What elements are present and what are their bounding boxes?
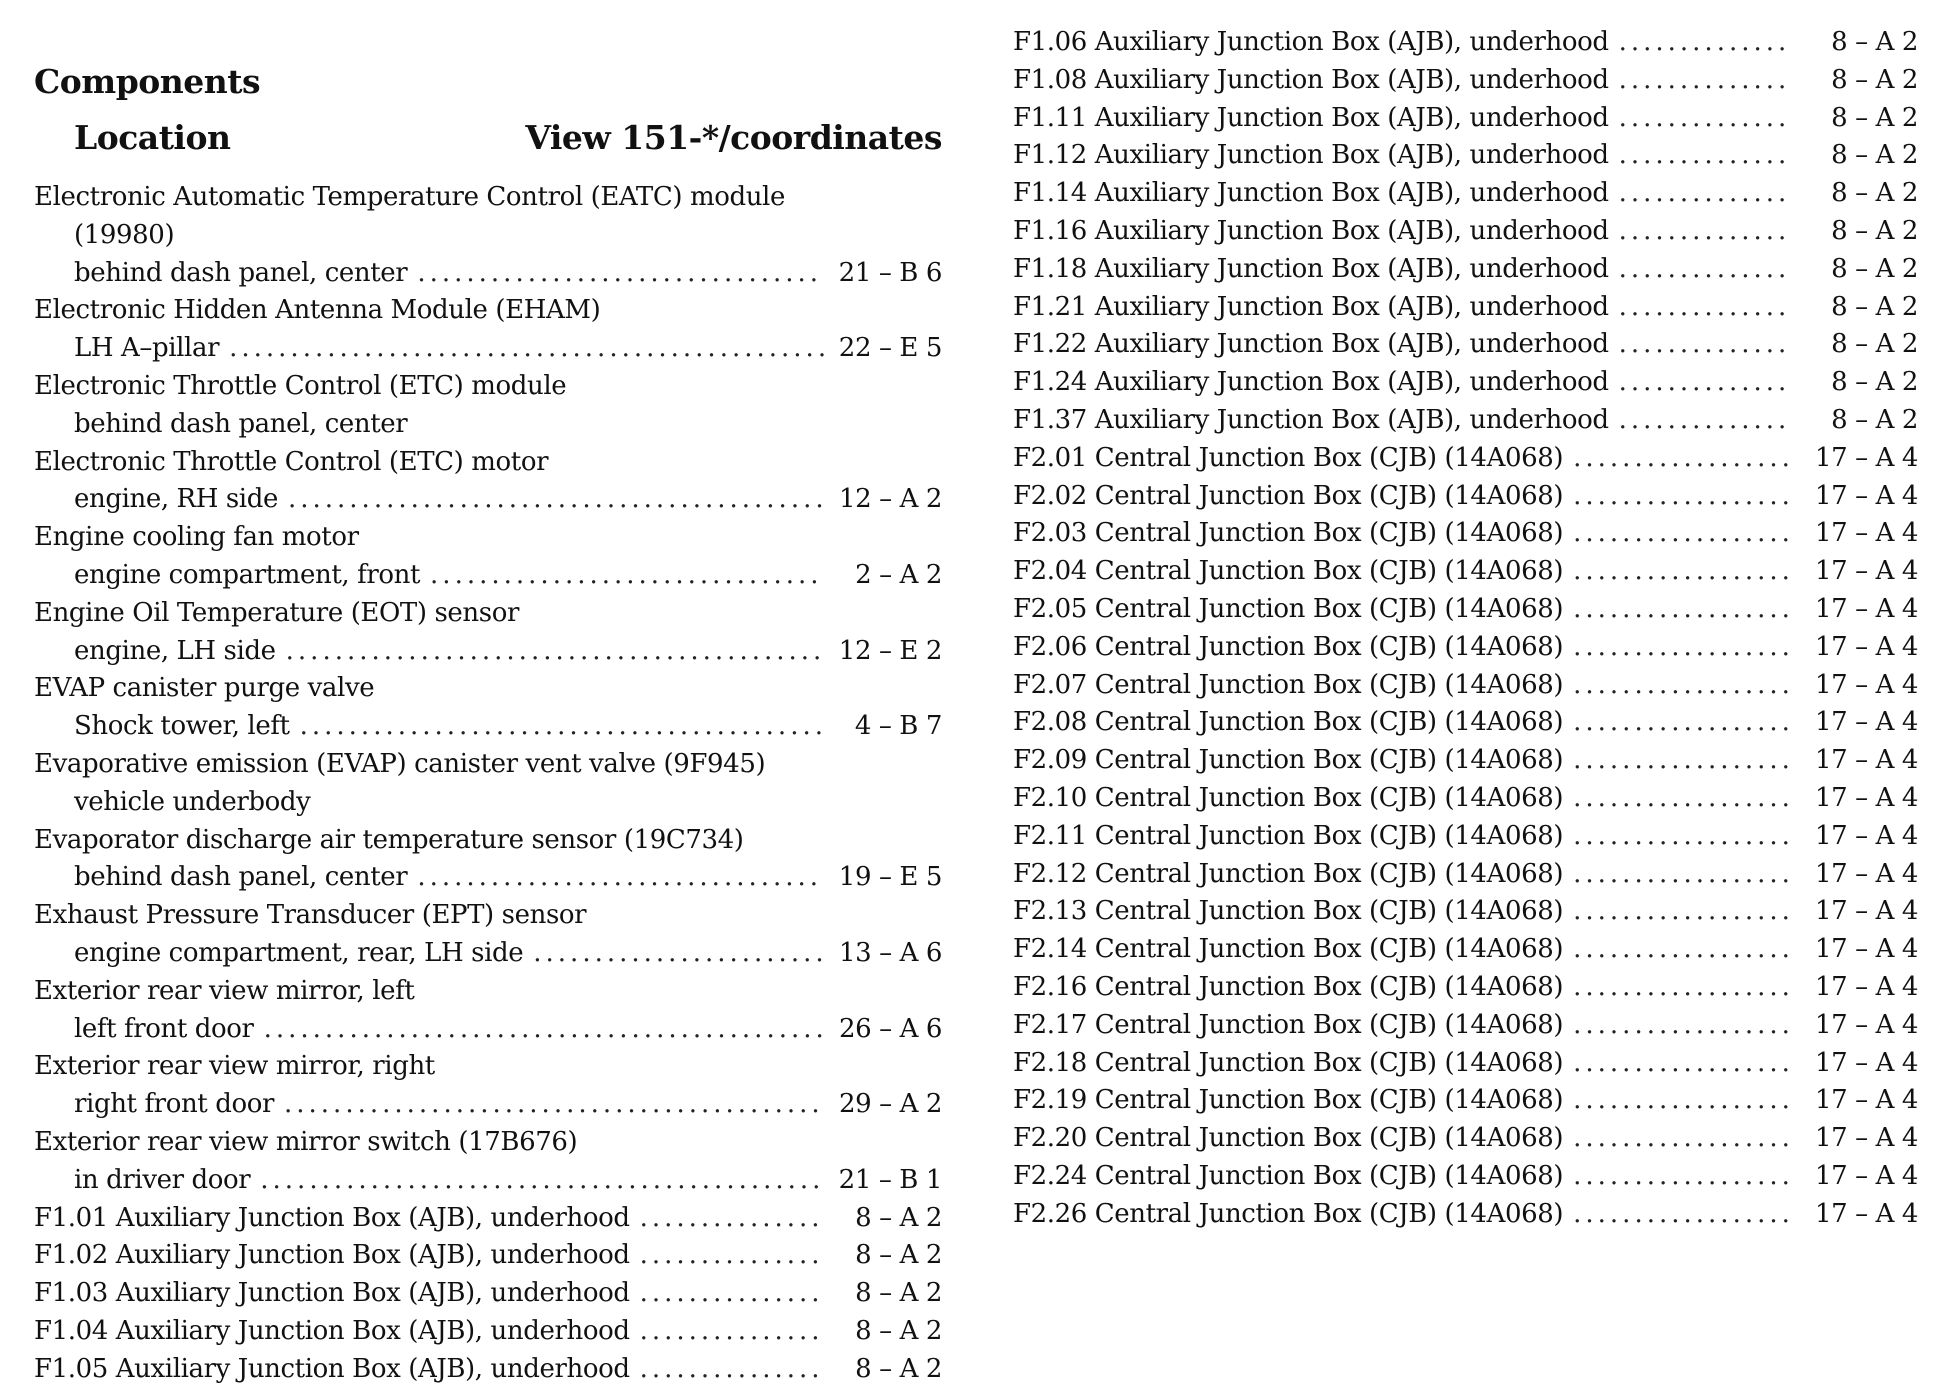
dot-leader [1619, 251, 1792, 289]
view-coordinate-ref: 17 – A 4 [1815, 782, 1918, 813]
entry-text: Engine Oil Temperature (EOT) sensor [34, 597, 519, 628]
view-coordinate-ref: 17 – A 4 [1815, 1047, 1918, 1078]
view-coordinate-ref: 8 – A 2 [1831, 367, 1918, 398]
location-line [34, 255, 942, 293]
component-line [1013, 591, 1918, 629]
component-line [1013, 893, 1918, 931]
dot-leader [1573, 931, 1792, 969]
dot-leader [1573, 1120, 1792, 1158]
component-line [1013, 856, 1918, 894]
dot-leader [1619, 137, 1792, 175]
dot-leader [300, 708, 824, 746]
view-coordinate-ref: 13 – A 6 [839, 937, 942, 968]
dot-leader [1573, 1158, 1792, 1196]
entry-text: F2.09 Central Junction Box (CJB) (14A068) [1013, 745, 1564, 776]
location-line [34, 859, 942, 897]
component-line [1013, 137, 1918, 175]
entry-text: engine compartment, front [74, 559, 421, 590]
view-coordinate-ref: 8 – A 2 [1831, 27, 1918, 57]
dot-leader [288, 481, 824, 519]
location-line [34, 1086, 942, 1124]
component-line [1013, 742, 1918, 780]
component-line [1013, 62, 1918, 100]
component-line [1013, 24, 1918, 62]
entry-text: Electronic Throttle Control (ETC) module [34, 370, 567, 401]
component-line [1013, 1120, 1918, 1158]
location-line [34, 481, 942, 519]
dot-leader [430, 557, 824, 595]
view-coordinate-ref: 17 – A 4 [1815, 820, 1918, 851]
dot-leader [1573, 1045, 1792, 1083]
dot-leader [1573, 780, 1792, 818]
component-line [1013, 1045, 1918, 1083]
component-line [1013, 1158, 1918, 1196]
view-coordinate-ref: 17 – A 4 [1815, 480, 1918, 511]
view-coordinate-ref: 17 – A 4 [1815, 1085, 1918, 1116]
entry-text: behind dash panel, center [74, 862, 408, 893]
location-header: Location [74, 118, 231, 157]
view-coordinate-ref: 8 – A 2 [1831, 64, 1918, 95]
entry-text: Electronic Automatic Temperature Control (EATC) module [34, 182, 785, 212]
component-line [34, 1237, 942, 1275]
view-coordinate-ref: 12 – A 2 [839, 484, 942, 515]
component-line [34, 519, 942, 557]
view-coordinate-ref: 17 – A 4 [1815, 896, 1918, 927]
view-coordinate-ref: 17 – A 4 [1815, 858, 1918, 889]
component-line [34, 746, 942, 784]
view-coordinates-header: View 151-*/coordinates [525, 118, 942, 157]
entry-text: F2.03 Central Junction Box (CJB) (14A068) [1013, 518, 1564, 549]
component-line [1013, 1196, 1918, 1234]
component-line [1013, 931, 1918, 969]
view-coordinate-ref: 17 – A 4 [1815, 1123, 1918, 1154]
location-line [34, 330, 942, 368]
component-line [34, 1124, 942, 1162]
dot-leader [1573, 969, 1792, 1007]
left-entry-list [34, 179, 942, 1389]
component-line [1013, 364, 1918, 402]
location-line [34, 784, 942, 822]
entry-text: F2.11 Central Junction Box (CJB) (14A068) [1013, 820, 1564, 851]
dot-leader [640, 1275, 824, 1313]
entry-text: Shock tower, left [74, 711, 290, 742]
entry-text: F1.14 Auxiliary Junction Box (AJB), underhood [1013, 178, 1609, 209]
component-line [1013, 1007, 1918, 1045]
view-coordinate-ref: 8 – A 2 [855, 1315, 942, 1346]
entry-text: F1.21 Auxiliary Junction Box (AJB), underhood [1013, 291, 1609, 322]
view-coordinate-ref: 8 – A 2 [1831, 140, 1918, 171]
location-line [34, 406, 942, 444]
dot-leader [1573, 629, 1792, 667]
dot-leader [1573, 478, 1792, 516]
view-coordinate-ref: 8 – A 2 [1831, 404, 1918, 435]
dot-leader [1573, 742, 1792, 780]
component-line [1013, 780, 1918, 818]
view-coordinate-ref: 8 – A 2 [855, 1240, 942, 1271]
dot-leader [1573, 818, 1792, 856]
dot-leader [1573, 1082, 1792, 1120]
entry-text: F1.12 Auxiliary Junction Box (AJB), underhood [1013, 140, 1609, 171]
dot-leader [1573, 440, 1792, 478]
dot-leader [260, 1162, 824, 1200]
dot-leader [1619, 326, 1792, 364]
dot-leader [1619, 62, 1792, 100]
location-line [34, 217, 942, 255]
view-coordinate-ref: 19 – E 5 [838, 862, 942, 893]
entry-text: vehicle underbody [74, 786, 311, 817]
dot-leader [229, 330, 824, 368]
component-line [1013, 251, 1918, 289]
entry-text: F1.11 Auxiliary Junction Box (AJB), underhood [1013, 102, 1609, 133]
entry-text: behind dash panel, center [74, 257, 408, 288]
view-coordinate-ref: 8 – A 2 [1831, 102, 1918, 133]
entry-text: EVAP canister purge valve [34, 673, 375, 704]
entry-text: Exterior rear view mirror, right [34, 1051, 435, 1082]
right-entry-list [1013, 24, 1918, 1234]
entry-text: F2.06 Central Junction Box (CJB) (14A068) [1013, 631, 1564, 662]
view-coordinate-ref: 8 – A 2 [1831, 215, 1918, 246]
entry-text: F2.18 Central Junction Box (CJB) (14A068) [1013, 1047, 1564, 1078]
entry-text: F2.07 Central Junction Box (CJB) (14A068) [1013, 669, 1564, 700]
view-coordinate-ref: 17 – A 4 [1815, 518, 1918, 549]
entry-text: right front door [74, 1089, 274, 1120]
location-line [34, 1011, 942, 1049]
view-coordinate-ref: 17 – A 4 [1815, 934, 1918, 965]
view-coordinate-ref: 17 – A 4 [1815, 971, 1918, 1002]
component-line [1013, 515, 1918, 553]
view-coordinate-ref: 8 – A 2 [1831, 291, 1918, 322]
component-line [1013, 478, 1918, 516]
dot-leader [1573, 1007, 1792, 1045]
view-coordinate-ref: 8 – A 2 [855, 1278, 942, 1309]
dot-leader [264, 1011, 824, 1049]
section-title: Components [34, 62, 261, 101]
entry-text: F2.24 Central Junction Box (CJB) (14A068) [1013, 1160, 1564, 1191]
component-line [1013, 969, 1918, 1007]
component-line [1013, 818, 1918, 856]
entry-text: Evaporator discharge air temperature sensor (19C734) [34, 824, 744, 855]
entry-text: F1.24 Auxiliary Junction Box (AJB), underhood [1013, 367, 1609, 398]
view-coordinate-ref: 17 – A 4 [1815, 1198, 1918, 1229]
entry-text: F1.08 Auxiliary Junction Box (AJB), underhood [1013, 64, 1609, 95]
entry-text: in driver door [74, 1164, 251, 1195]
entry-text: F2.20 Central Junction Box (CJB) (14A068) [1013, 1123, 1564, 1154]
location-line [34, 557, 942, 595]
entry-text: (19980) [74, 219, 175, 250]
component-line [1013, 1082, 1918, 1120]
component-line [34, 292, 942, 330]
dot-leader [286, 633, 824, 671]
dot-leader [640, 1200, 824, 1238]
view-coordinate-ref: 4 – B 7 [854, 711, 942, 742]
entry-text: Electronic Hidden Antenna Module (EHAM) [34, 295, 601, 326]
entry-text: F2.01 Central Junction Box (CJB) (14A068) [1013, 442, 1564, 473]
component-line [34, 897, 942, 935]
component-line [1013, 704, 1918, 742]
view-coordinate-ref: 2 – A 2 [855, 559, 942, 590]
view-coordinate-ref: 12 – E 2 [838, 635, 942, 666]
component-line [34, 822, 942, 860]
view-coordinate-ref: 17 – A 4 [1815, 1160, 1918, 1191]
dot-leader [1573, 591, 1792, 629]
component-line [1013, 667, 1918, 705]
dot-leader [1573, 515, 1792, 553]
dot-leader [1573, 667, 1792, 705]
component-line [34, 1048, 942, 1086]
entry-text: F1.16 Auxiliary Junction Box (AJB), underhood [1013, 215, 1609, 246]
view-coordinate-ref: 17 – A 4 [1815, 669, 1918, 700]
view-coordinate-ref: 8 – A 2 [1831, 329, 1918, 360]
component-line [34, 1313, 942, 1351]
dot-leader [417, 255, 824, 293]
view-coordinate-ref: 29 – A 2 [839, 1089, 942, 1120]
entry-text: F2.10 Central Junction Box (CJB) (14A068) [1013, 782, 1564, 813]
location-line [34, 708, 942, 746]
entry-text: F2.02 Central Junction Box (CJB) (14A068) [1013, 480, 1564, 511]
entry-text: F2.04 Central Junction Box (CJB) (14A068) [1013, 556, 1564, 587]
dot-leader [1619, 213, 1792, 251]
entry-text: F2.19 Central Junction Box (CJB) (14A068) [1013, 1085, 1564, 1116]
dot-leader [533, 935, 824, 973]
view-coordinate-ref: 17 – A 4 [1815, 593, 1918, 624]
component-line [34, 595, 942, 633]
component-line [34, 1275, 942, 1313]
entry-text: F1.22 Auxiliary Junction Box (AJB), underhood [1013, 329, 1609, 360]
entry-text: F2.16 Central Junction Box (CJB) (14A068) [1013, 971, 1564, 1002]
dot-leader [1573, 856, 1792, 894]
view-coordinate-ref: 17 – A 4 [1815, 707, 1918, 738]
view-coordinate-ref: 21 – B 1 [838, 1164, 942, 1195]
location-line [34, 1162, 942, 1200]
component-line [34, 1200, 942, 1238]
entry-text: Evaporative emission (EVAP) canister vent valve (9F945) [34, 748, 766, 779]
entry-text: F1.18 Auxiliary Junction Box (AJB), underhood [1013, 253, 1609, 284]
entry-text: Exterior rear view mirror switch (17B676) [34, 1126, 578, 1157]
component-line [1013, 553, 1918, 591]
entry-text: F2.26 Central Junction Box (CJB) (14A068) [1013, 1198, 1564, 1229]
view-coordinate-ref: 22 – E 5 [838, 333, 942, 364]
dot-leader [640, 1237, 824, 1275]
component-line [1013, 213, 1918, 251]
component-line [34, 670, 942, 708]
entry-text: Exhaust Pressure Transducer (EPT) sensor [34, 900, 587, 931]
dot-leader [1573, 1196, 1792, 1234]
entry-text: F2.05 Central Junction Box (CJB) (14A068) [1013, 593, 1564, 624]
view-coordinate-ref: 17 – A 4 [1815, 745, 1918, 776]
entry-text: F1.03 Auxiliary Junction Box (AJB), underhood [34, 1278, 630, 1309]
view-coordinate-ref: 17 – A 4 [1815, 556, 1918, 587]
component-line [1013, 440, 1918, 478]
dot-leader [640, 1313, 824, 1351]
entry-text: F2.14 Central Junction Box (CJB) (14A068) [1013, 934, 1564, 965]
dot-leader [417, 859, 824, 897]
entry-text: engine compartment, rear, LH side [74, 937, 524, 968]
location-line [34, 935, 942, 973]
dot-leader [1619, 175, 1792, 213]
entry-text: left front door [74, 1013, 254, 1044]
entry-text: F1.04 Auxiliary Junction Box (AJB), underhood [34, 1315, 630, 1346]
view-coordinate-ref: 8 – A 2 [855, 1202, 942, 1233]
dot-leader [1619, 364, 1792, 402]
dot-leader [1573, 704, 1792, 742]
component-line [34, 368, 942, 406]
component-line [1013, 402, 1918, 440]
entry-text: F2.13 Central Junction Box (CJB) (14A068) [1013, 896, 1564, 927]
component-line [1013, 100, 1918, 138]
dot-leader [284, 1086, 824, 1124]
entry-text: F2.12 Central Junction Box (CJB) (14A068) [1013, 858, 1564, 889]
component-line [1013, 326, 1918, 364]
view-coordinate-ref: 17 – A 4 [1815, 1009, 1918, 1040]
view-coordinate-ref: 17 – A 4 [1815, 631, 1918, 662]
dot-leader [1619, 100, 1792, 138]
entry-text: F1.06 Auxiliary Junction Box (AJB), underhood [1013, 27, 1609, 57]
entry-text: F1.37 Auxiliary Junction Box (AJB), underhood [1013, 404, 1609, 435]
entry-text: Engine cooling fan motor [34, 522, 359, 553]
entry-text: F1.05 Auxiliary Junction Box (AJB), underhood [34, 1353, 630, 1384]
entry-text: F1.01 Auxiliary Junction Box (AJB), underhood [34, 1202, 630, 1233]
component-line [34, 973, 942, 1011]
dot-leader [1573, 893, 1792, 931]
entry-text: engine, LH side [74, 635, 276, 666]
view-coordinate-ref: 8 – A 2 [1831, 253, 1918, 284]
dot-leader [1619, 289, 1792, 327]
component-line [1013, 629, 1918, 667]
view-coordinate-ref: 17 – A 4 [1815, 442, 1918, 473]
view-coordinate-ref: 26 – A 6 [839, 1013, 942, 1044]
component-line [34, 179, 942, 217]
entry-text: F2.17 Central Junction Box (CJB) (14A068) [1013, 1009, 1564, 1040]
location-line [34, 633, 942, 671]
entry-text: Electronic Throttle Control (ETC) motor [34, 446, 549, 477]
view-coordinate-ref: 8 – A 2 [1831, 178, 1918, 209]
entry-text: behind dash panel, center [74, 408, 408, 439]
component-line [1013, 175, 1918, 213]
view-coordinate-ref: 8 – A 2 [855, 1353, 942, 1384]
view-coordinate-ref: 21 – B 6 [838, 257, 942, 288]
entry-text: F2.08 Central Junction Box (CJB) (14A068) [1013, 707, 1564, 738]
entry-text: Exterior rear view mirror, left [34, 975, 415, 1006]
entry-text: F1.02 Auxiliary Junction Box (AJB), underhood [34, 1240, 630, 1271]
entry-text: engine, RH side [74, 484, 278, 515]
component-line [1013, 289, 1918, 327]
dot-leader [1619, 402, 1792, 440]
component-line [34, 444, 942, 482]
dot-leader [640, 1351, 824, 1389]
component-line [34, 1351, 942, 1389]
dot-leader [1573, 553, 1792, 591]
dot-leader [1619, 24, 1792, 62]
entry-text: LH A–pillar [74, 333, 220, 364]
